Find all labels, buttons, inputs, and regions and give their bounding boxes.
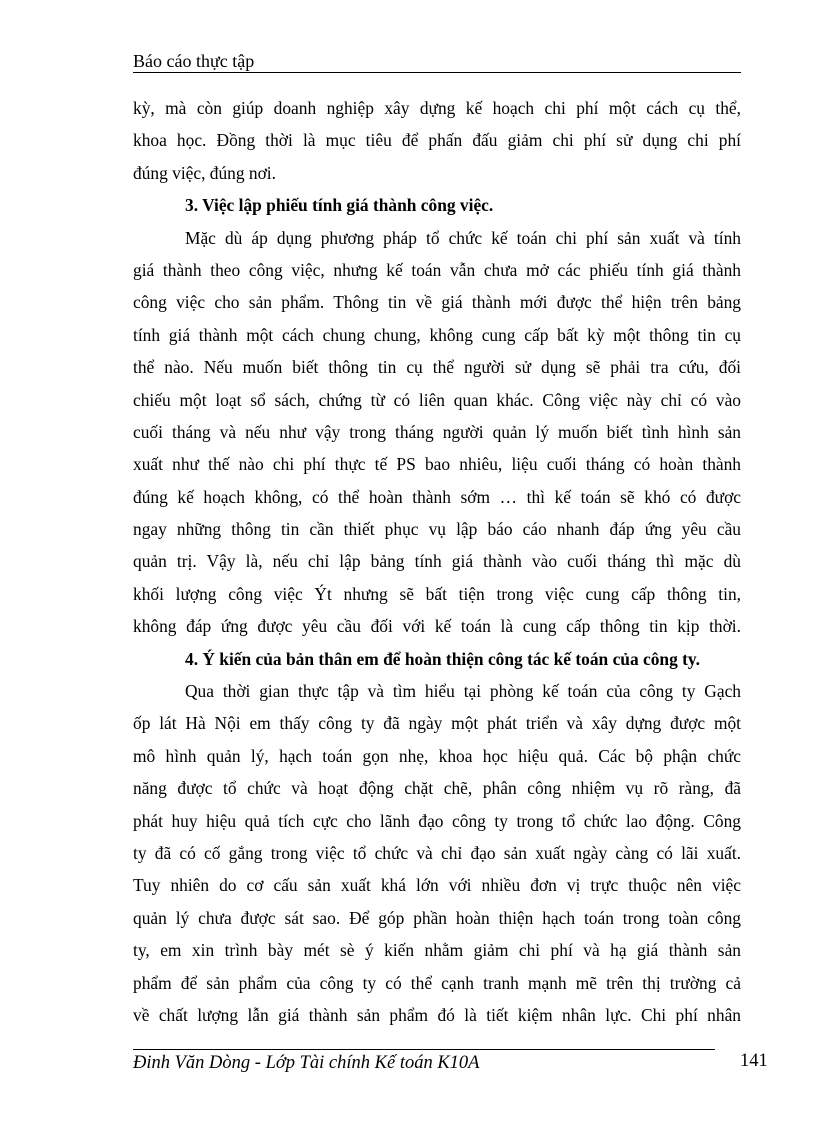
text-line: ngay những thông tin cần thiết phục vụ lập báo cáo nhanh đáp ứng yêu cầu — [133, 519, 741, 540]
text-line: quản trị. Vậy là, nếu chỉ lập bảng tính giá thành vào cuối tháng thì mặc dù — [133, 551, 741, 572]
text-line: khoa học. Đồng thời là mục tiêu để phấn đấu giảm chi phí sử dụng chi phí — [133, 130, 741, 151]
document-body — [133, 92, 741, 1031]
text-line: công việc cho sản phẩm. Thông tin về giá thành mới được thể hiện trên bảng — [133, 292, 741, 313]
text-line: năng được tổ chức và hoạt động chặt chẽ, phân công nhiệm vụ rõ ràng, đã — [133, 778, 741, 799]
page-number: 141 — [740, 1051, 768, 1071]
text-line: Tuy nhiên do cơ cấu sản xuất khá lớn với nhiều đơn vị trực thuộc nên việc — [133, 875, 741, 896]
text-line: phát huy hiệu quả tích cực cho lãnh đạo công ty trong tổ chức lao động. Công — [133, 810, 741, 831]
text-line: ty, em xin trình bày mét sè ý kiến nhằm giảm chi phí và hạ giá thành sản — [133, 940, 741, 961]
section-heading-3: 3. Việc lập phiếu tính giá thành công việc. — [185, 195, 494, 216]
text-line: Qua thời gian thực tập và tìm hiểu tại phòng kế toán của công ty Gạch — [185, 681, 741, 702]
text-line: ốp lát Hà Nội em thấy công ty đã ngày một phát triển và xây dựng được một — [133, 713, 741, 734]
text-line: xuất như thế nào chi phí thực tế PS bao nhiêu, liệu cuối tháng có hoàn thành — [133, 454, 741, 475]
text-line: mô hình quản lý, hạch toán gọn nhẹ, khoa học hiệu quả. Các bộ phận chức — [133, 745, 741, 766]
text-line: khối lượng công việc Ýt nhưng sẽ bất tiện trong việc cung cấp thông tin, — [133, 583, 741, 604]
text-line: kỳ, mà còn giúp doanh nghiệp xây dựng kế hoạch chi phí một cách cụ thể, — [133, 98, 741, 118]
text-line: đúng kế hoạch không, có thể hoàn thành sớm … thì kế toán sẽ khó có được — [133, 486, 741, 507]
text-line: ty đã có cố gắng trong việc tổ chức và chỉ đạo sản xuất ngày càng có lãi xuất. — [133, 842, 741, 863]
footer-divider — [133, 1049, 715, 1050]
text-line: chiếu một loạt sổ sách, chứng từ có liên quan khác. Công việc này chỉ có vào — [133, 389, 741, 410]
footer-author: Đinh Văn Dòng - Lớp Tài chính Kế toán K10A — [133, 1053, 480, 1073]
text-line: không đáp ứng được yêu cầu đối với kế toán là cung cấp thông tin kịp thời. — [133, 616, 741, 637]
text-line: giá thành theo công việc, nhưng kế toán vẫn chưa mở các phiếu tính giá thành — [133, 259, 741, 280]
text-line: tính giá thành một cách chung chung, không cung cấp bất kỳ một thông tin cụ — [133, 324, 741, 345]
section-heading-4: 4. Ý kiến của bản thân em để hoàn thiện công tác kế toán của công ty. — [185, 648, 701, 669]
text-line: cuối tháng và nếu như vậy trong tháng người quản lý muốn biết tình hình sản — [133, 421, 741, 442]
text-line: đúng việc, đúng nơi. — [133, 162, 276, 183]
text-line: quản lý chưa được sát sao. Để góp phần hoàn thiện hạch toán trong toàn công — [133, 907, 741, 928]
header-divider — [133, 72, 741, 73]
text-line: Mặc dù áp dụng phương pháp tổ chức kế toán chi phí sản xuất và tính — [185, 227, 741, 248]
text-line: phẩm để sản phẩm của công ty có thể cạnh tranh mạnh mẽ trên thị trường cả — [133, 972, 741, 993]
text-line: về chất lượng lẫn giá thành sản phẩm đó là tiết kiệm nhân lực. Chi phí nhân — [133, 1004, 741, 1025]
page-header-title: Báo cáo thực tập — [133, 51, 255, 71]
text-line: thể nào. Nếu muốn biết thông tin cụ thể người sử dụng sẽ phải tra cứu, đối — [133, 357, 741, 378]
